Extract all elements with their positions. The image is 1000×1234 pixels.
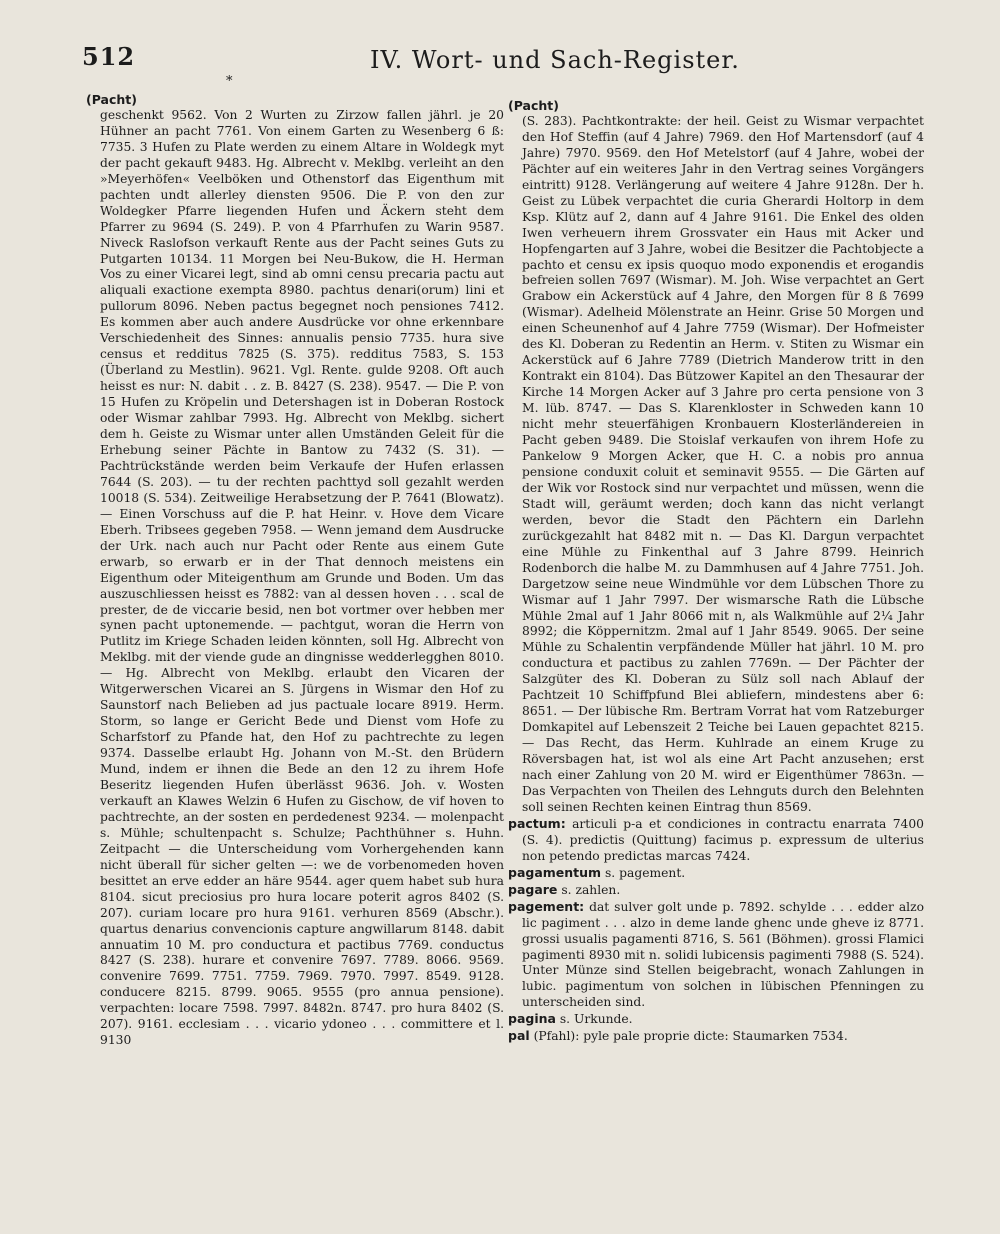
entry-term: pactum: [508,815,566,831]
entry-term: pagina [508,1011,556,1027]
left-column [86,92,504,1049]
entry-term: pal [508,1028,530,1044]
entry-text: dat sulver golt unde p. 7892. schylde . . . edder alzo lic pagiment . . . alzo in deme lande ghenc unde gheve iz 8771. grossi usualis pagamenti 8716, S. 561 (Böhmen). grossi Flamici pagimenti 8930 mit n. solidi lubicensis pagimenti 7988 (S. 524). Unter Münze sind Stellen beigebracht, wonach Zahlungen in lubic. pagimentum von solchen in lübischen Pfenningen zu unterscheiden sind. [522,899,924,1010]
pacht-entry-text: geschenkt 9562. Von 2 Wurten zu Zirzow fallen jährl. je 20 Hühner an pacht 7761. Von einem Garten zu Wesenberg 6 ß: 7735. 3 Hufen zu Plate werden zu einem Altare in Woldegk myt der pacht gekauft 9483. Hg. Albrecht v. Meklbg. verleiht an den »Meyerhöfen« Veelböken und Othenstorf das Eigenthum mit pachten undt allerley diensten 9506. Die P. von den zur Woldegker Pfarre liegenden Hufen und Äckern steht dem Pfarrer zu 9694 (S. 249). P. von 4 Pfarrhufen zu Warin 9587. Niveck Raslofson verkauft Rente aus der Pacht seines Guts zu Putgarten 10134. 11 Morgen bei Neu-Bukow, die H. Herman Vos zu einer Vicarei legt, sind ab omni censu precaria pactu aut aliquali exactione exempta 8980. pachtus denari(orum) lini et pullorum 8096. Neben pactus begegnet noch pensiones 7412. Es kommen aber auch andere Ausdrücke vor ohne erkennbare Verschiedenheit des Sinnes: annualis pensio 7735. hura sive census et redditus 7825 (S. 375). redditus 7583, S. 153 (Überland zu Mestlin). 9621. Vgl. Rente. gulde 9208. Oft auch heisst es nur: N. dabit . . z. B. 8427 (S. 238). 9547. — Die P. von 15 Hufen zu Kröpelin und Detershagen ist in Doberan Rostock oder Wismar zahlbar 7993. Hg. Albrecht von Meklbg. sichert dem h. Geiste zu Wismar unter allen Umständen Geleit für die Erhebung seiner Pächte in Bantow zu 7432 (S. 31). — Pachtrückstände werden beim Verkaufe der Hufen erlassen 7644 (S. 203). — tu der rechten pachttyd soll gezahlt werden 10018 (S. 534). Zeitweilige Herabsetzung der P. 7641 (Blowatz). — Einen Vorschuss auf die P. hat Heinr. v. Hove dem Vicare Eberh. Tribsees gegeben 7958. — Wenn jemand dem Ausdrucke der Urk. nach auch nur Pacht oder Rente aus einem Gute erwarb, so erwarb er in der That dennoch meistens ein Eigenthum oder Miteigenthum am Grunde und Boden. Um das auszuschliessen heisst es 7882: van al dessen hoven . . . scal de prester, de de viccarie besid, nen bot vortmer over hebben mer synen pacht uptonemende. — pachtgut, woran die Herrn von Putlitz im Kriege Schaden leiden könnten, soll Hg. Albrecht von Meklbg. mit der viende gude an dingnisse wedderlegghen 8010. — Hg. Albrecht von Meklbg. erlaubt den Vicaren der Witgerwerschen Vicarei an S. Jürgens in Wismar den Hof zu Saunstorf nach Belieben ad jus pactuale locare 8919. Herm. Storm, so lange er Gericht Bede und Dienst vom Hofe zu Scharfstorf zu Pfande hat, den Hof zu pachtrechte zu legen 9374. Dasselbe erlaubt Hg. Johann von M.-St. den Brüdern Mund, indem er ihnen die Bede an den 12 zu ihrem Hofe Beseritz liegenden Hufen überlässt 9636. Joh. v. Wosten verkauft an Klawes Welzin 6 Hufen zu Gischow, de vif hoven to pachtrechte, an der sosten en perdedenest 9234. — molenpacht s. Mühle; schultenpacht s. Schulze; Pachthühner s. Huhn. Zeitpacht — die Unterscheidung vom Vorhergehenden kann nicht überall für sicher gelten —: we de vorbenomeden hoven besittet an erve edder an häre 9544. ager quem habet sub hura 8104. sicut preciosius pro hura locare poterit agros 8402 (S. 207). curiam locare pro hura 9161. verhuren 8569 (Abschr.). quartus denarius convencionis capture angwillarum 8148. dabit annuatim 10 M. pro conductura et pactibus 7769. conductus 8427 (S. 238). hurare et convenire 7697. 7789. 8066. 9569. convenire 7699. 7751. 7759. 7969. 7970. 7997. 8549. 9128. conducere 8215. 8799. 9065. 9555 (pro annua pensione). verpachten: locare 7598. 7997. 8482n. 8747. pro hura 8402 (S. 207). 9161. ecclesiam . . . vicario ydoneo . . . committere et l. 9130 [100,107,504,1048]
entry-term: pagement: [508,898,585,914]
page-number: 512 [82,42,136,71]
entry-pagina [508,1011,924,1028]
entry-text: articuli p-a et condiciones in contractu enarrata 7400 (S. 4). predictis (Quittung) facimus p. expressum de ulterius non petendo predictas marcas 7424. [522,816,924,863]
entry-text: s. Urkunde. [559,1012,633,1027]
headword-pacht-continued: (Pacht) [508,98,559,113]
entry-term: pagamentum [508,864,602,880]
entry-text: (Pfahl): pyle pale proprie dicte: Staumarken 7534. [533,1029,848,1044]
entry-term: pagare [508,881,558,897]
right-column [508,98,924,1045]
entry-pagement [508,899,924,1012]
entry-text: s. zahlen. [561,882,621,897]
entry-pagare [508,882,924,899]
running-head: IV. Wort- und Sach-Register. [370,46,740,74]
asterisk-mark: * [226,74,233,89]
entry-pagamentum [508,865,924,882]
entry-pactum [508,816,924,865]
pacht-continued-text: (S. 283). Pachtkontrakte: der heil. Geist zu Wismar verpachtet den Hof Steffin (auf 4 Jahre) 7969. den Hof Martensdorf (auf 4 Jahre) 7970. 9569. den Hof Metelstorf (auf 4 Jahre, wobei der Pächter auf ein weiteres Jahr in den Vertrag seines Vorgängers eintritt) 9128. Verlängerung auf weitere 4 Jahre 9128n. Der h. Geist zu Lübek verpachtet die curia Gherardi Holtorp in dem Ksp. Klütz auf 2, dann auf 4 Jahre 9161. Die Enkel des olden Iwen verheuern ihrem Grossvater ein Haus mit Acker und Hopfengarten auf 3 Jahre, wobei die Besitzer die Pachtobjecte a pachto et censu ex ipsis quoquo modo exponendis et erogandis befreien sollen 7697 (Wismar). M. Joh. Wise verpachtet an Gert Grabow ein Ackerstück auf 4 Jahre, den Morgen für 8 ß 7699 (Wismar). Adelheid Mölenstrate an Heinr. Grise 50 Morgen und einen Scheunenhof auf 4 Jahre 7759 (Wismar). Der Hofmeister des Kl. Doberan zu Redentin an Herm. v. Stiten zu Wismar ein Ackerstück auf 6 Jahre 7789 (Dietrich Manderow tritt in den Kontrakt ein 8104). Das Bützower Kapitel an den Thesaurar der Kirche 14 Morgen Acker auf 3 Jahre pro certa pensione von 3 M. lüb. 8747. — Das S. Klarenkloster in Schweden kann 10 nicht mehr steuerfähigen Kronbauern Klosterländereien in Pacht geben 9489. Die Stoislaf verkaufen von ihrem Hofe zu Pankelow 9 Morgen Acker, que H. C. a nobis pro annua pensione conduxit coluit et seminavit 9555. — Die Gärten auf der Wik vor Rostock sind nur verpachtet und müssen, wenn die Stadt will, geräumt werden; doch kann das nicht verlangt werden, bevor die Stadt den Pächtern ein Darlehn zurückgezahlt hat 8482 mit n. — Das Kl. Dargun verpachtet eine Mühle zu Finkenthal auf 3 Jahre 8799. Heinrich Rodenborch die halbe M. zu Dammhusen auf 4 Jahre 7751. Joh. Dargetzow seine neue Windmühle vor dem Lübschen Thore zu Wismar auf 1 Jahr 7997. Der wismarsche Rath die Lübsche Mühle 2mal auf 1 Jahr 8066 mit n, als Walkmühle auf 2¼ Jahr 8992; die Köppernitzm. 2mal auf 1 Jahr 8549. 9065. Der seine Mühle zu Schalentin verpfändende Müller hat jährl. 10 M. pro conductura et pactibus zu zahlen 7769n. — Der Pächter der Salzgüter des Kl. Doberan zu Sülz soll nach Ablauf der Pachtzeit 10 Schiffpfund Blei abliefern, mindestens aber 6: 8651. — Der lübische Rm. Bertram Vorrat hat vom Ratzeburger Domkapitel auf Lebenszeit 2 Teiche bei Lauen gepachtet 8215. — Das Recht, das Herm. Kuhlrade an einem Kruge zu Röversbagen hat, ist wol als eine Art Pacht anzusehen; erst nach einer Zahlung von 20 M. wird er Eigenthümer 7863n. — Das Verpachten von Theilen des Lehnguts durch den Belehnten soll seinen Rechten keinen Eintrag thun 8569. [522,113,924,814]
entry-pal [508,1028,924,1045]
entry-text: s. pagement. [605,865,686,880]
headword-pacht: (Pacht) [86,92,137,107]
